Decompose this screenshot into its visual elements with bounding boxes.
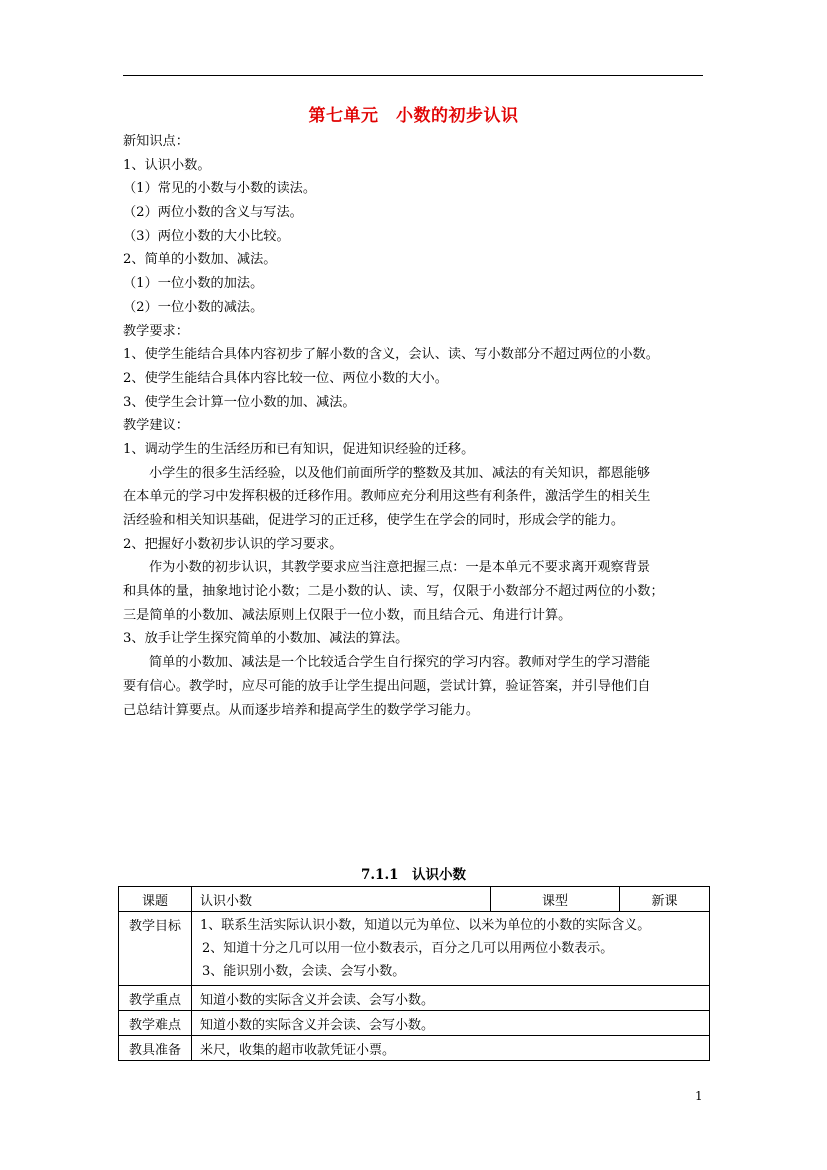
- topic-value: 认识小数: [192, 887, 491, 912]
- unit-title: 第七单元 小数的初步认识: [308, 106, 519, 126]
- text-line: （3）两位小数的大小比较。: [123, 228, 290, 244]
- paragraph-line: 己总结计算要点。从而逐步培养和提高学生的数学学习能力。: [123, 702, 480, 718]
- difficulty-value: 知道小数的实际含义并会读、会写小数。: [192, 1011, 710, 1036]
- text-line: 2、使学生能结合具体内容比较一位、两位小数的大小。: [123, 370, 448, 386]
- text-line: （1）常见的小数与小数的读法。: [123, 181, 317, 197]
- paragraph-line: 三是简单的小数加、减法原则上仅限于一位小数，而且结合元、角进行计算。: [123, 607, 572, 623]
- goal-line: 3、能识别小数，会读、会写小数。: [202, 964, 406, 979]
- text-line: 1、使学生能结合具体内容初步了解小数的含义，会认、读、写小数部分不超过两位的小数。: [123, 347, 659, 363]
- key-label: 教学重点: [119, 986, 192, 1011]
- paragraph-line: 作为小数的初步认识，其教学要求应当注意把握三点：一是本单元不要求离开观察背景: [149, 560, 651, 576]
- type-value: 新课: [620, 887, 710, 912]
- paragraph-line: 和具体的量，抽象地讨论小数；二是小数的认、读、写，仅限于小数部分不超过两位的小数；: [123, 584, 664, 600]
- header-rule: [123, 75, 703, 76]
- text-line: 新知识点：: [123, 134, 189, 149]
- table-row: [119, 1036, 710, 1061]
- goals-cell: [192, 912, 710, 986]
- table-row: [119, 1011, 710, 1036]
- lesson-title: 7.1.1 认识小数: [360, 867, 467, 883]
- type-label: 课型: [491, 887, 620, 912]
- page-number: 1: [695, 1089, 703, 1103]
- text-line: 3、放手让学生探究简单的小数加、减法的算法。: [123, 631, 409, 647]
- lesson-plan-table: [118, 886, 710, 1061]
- text-line: （2）一位小数的减法。: [123, 299, 264, 315]
- goals-label: 教学目标: [119, 912, 192, 986]
- goal-line: 2、知道十分之几可以用一位小数表示，百分之几可以用两位小数表示。: [202, 941, 614, 956]
- topic-label: 课题: [119, 887, 192, 912]
- text-line: 1、调动学生的生活经历和已有知识，促进知识经验的迁移。: [123, 441, 475, 457]
- text-line: 2、简单的小数加、减法。: [123, 252, 277, 268]
- goal-line: 1、联系生活实际认识小数，知道以元为单位、以米为单位的小数的实际含义。: [200, 918, 651, 933]
- text-line: 教学建议：: [123, 418, 189, 434]
- document-body: [123, 130, 713, 722]
- paragraph-line: 小学生的很多生活经验，以及他们前面所学的整数及其加、减法的有关知识，都恩能够: [149, 465, 651, 481]
- table-row: [119, 887, 710, 912]
- difficulty-label: 教学难点: [119, 1011, 192, 1036]
- paragraph-line: 在本单元的学习中发挥积极的迁移作用。教师应充分利用这些有利条件，激活学生的相关生: [123, 489, 651, 505]
- text-line: （2）两位小数的含义与写法。: [123, 205, 303, 221]
- table-row: [119, 912, 710, 986]
- paragraph-line: 简单的小数加、减法是一个比较适合学生自行探究的学习内容。教师对学生的学习潜能: [149, 655, 651, 671]
- text-line: 2、把握好小数初步认识的学习要求。: [123, 536, 343, 552]
- text-line: 1、认识小数。: [123, 157, 211, 173]
- text-line: 教学要求：: [123, 323, 189, 339]
- text-line: 3、使学生会计算一位小数的加、减法。: [123, 394, 356, 410]
- tools-label: 教具准备: [119, 1036, 192, 1061]
- tools-value: 米尺，收集的超市收款凭证小票。: [192, 1036, 710, 1061]
- key-value: 知道小数的实际含义并会读、会写小数。: [192, 986, 710, 1011]
- paragraph-line: 要有信心。教学时，应尽可能的放手让学生提出问题，尝试计算，验证答案，并引导他们自: [123, 678, 651, 694]
- table-row: [119, 986, 710, 1011]
- text-line: （1）一位小数的加法。: [123, 276, 264, 292]
- paragraph-line: 活经验和相关知识基础，促进学习的正迁移，使学生在学会的同时，形成会学的能力。: [123, 513, 625, 528]
